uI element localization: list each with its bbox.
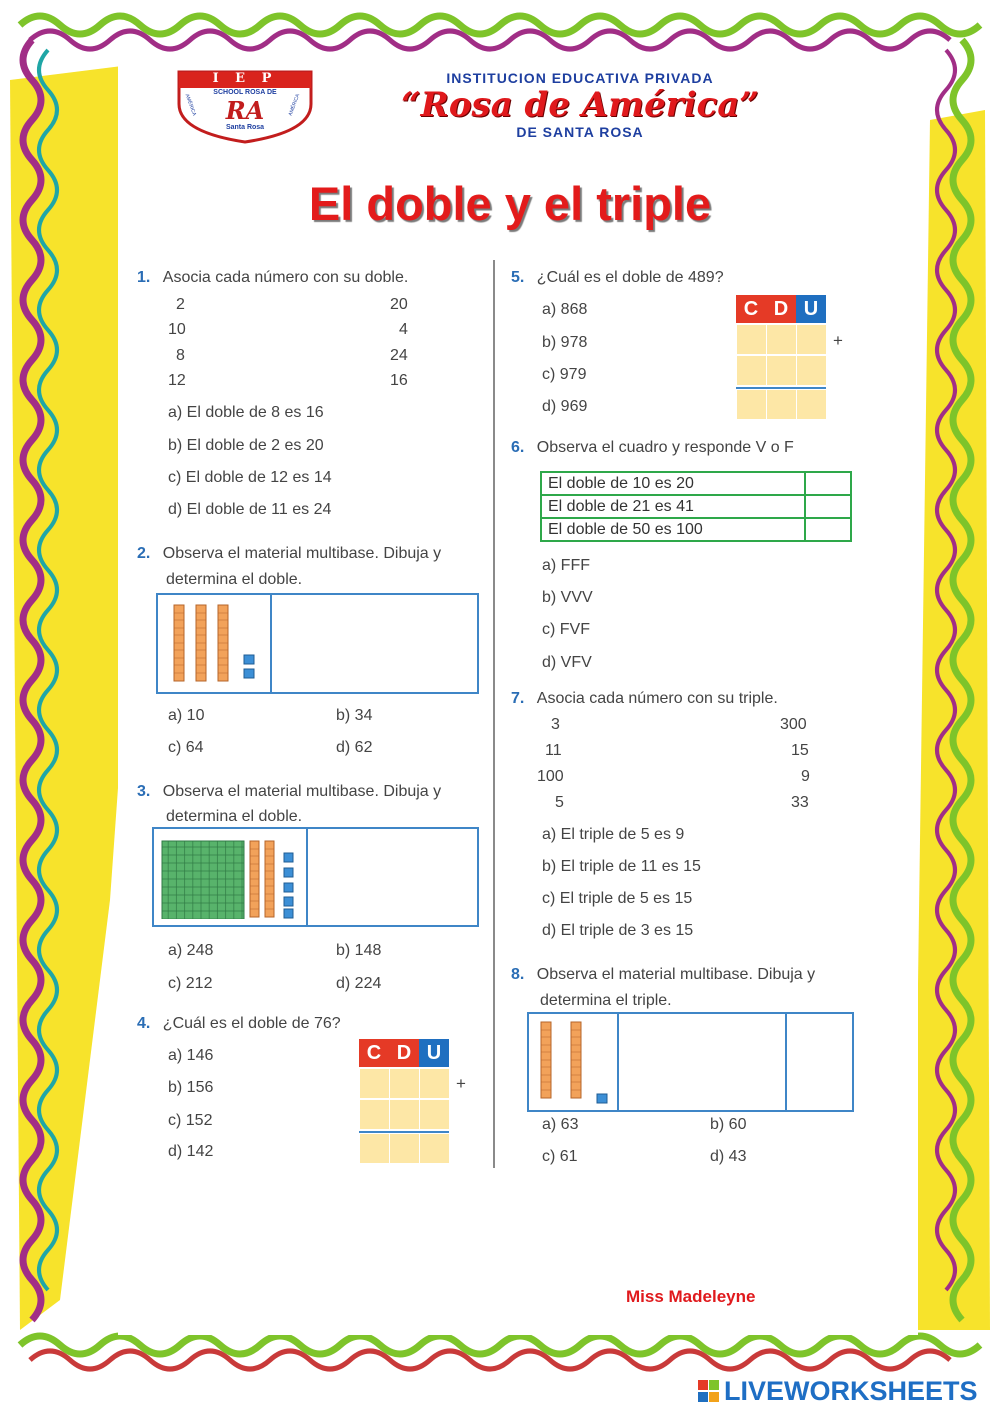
q1-left-number: 12 [168,372,186,389]
q2-option-b[interactable]: b) 34 [336,707,373,724]
cdu-u-header: U [796,295,826,323]
q7-prompt [511,690,778,708]
q5-text: ¿Cuál es el doble de 489? [536,269,724,286]
q3-text-line1: Observa el material multibase. Dibuja y [162,783,442,800]
cdu-cell[interactable] [389,1133,420,1164]
q7-right-number: 15 [791,742,809,759]
logo-ring-text: SCHOOL ROSA DE [213,89,277,96]
q7-option-b[interactable]: b) El triple de 11 es 15 [542,858,701,875]
logo-mark: RA [225,96,265,125]
q3-option-a[interactable]: a) 248 [168,942,214,959]
q4-cdu-table [359,1039,451,1165]
q5-option-d[interactable]: d) 969 [542,398,588,415]
teacher-signature: Miss Madeleyne [626,1287,756,1306]
q5-prompt [511,269,724,287]
q5-option-b[interactable]: b) 978 [542,334,588,351]
q8-text-line1: Observa el material multibase. Dibuja y [536,966,816,983]
cdu-cell[interactable] [359,1099,390,1130]
q4-plus-sign: + [456,1074,466,1093]
q1-option-a[interactable]: a) El doble de 8 es 16 [168,404,324,421]
q3-divider [306,829,308,925]
q6-statement: El doble de 10 es 20 [541,472,805,495]
cdu-cell[interactable] [766,389,797,420]
q2-number: 2. [137,545,151,562]
q2-prompt [137,541,441,593]
q6-answer-cell[interactable] [805,518,851,541]
q2-divider [270,595,272,692]
q7-text: Asocia cada número con su triple. [536,690,778,707]
q5-plus-sign: + [833,331,843,350]
q2-text-line2: determina el doble. [166,571,303,588]
q3-draw-area[interactable] [310,829,477,925]
cdu-cell[interactable] [796,324,827,355]
q1-right-number: 4 [399,321,408,338]
q7-right-number: 300 [780,716,807,733]
q2-draw-area[interactable] [274,595,477,692]
cdu-cell[interactable] [736,389,767,420]
page-title: El doble y el triple [308,177,712,230]
q1-left-number: 2 [176,296,185,313]
q6-prompt [511,439,794,457]
q7-right-number: 33 [791,794,809,811]
table-row [541,495,851,518]
logo-top-text: I E P [212,71,278,86]
q2-option-c[interactable]: c) 64 [168,739,204,756]
q7-number: 7. [511,690,525,707]
logo-side-left: AMÉRICA [183,93,198,117]
q8-option-c[interactable]: c) 61 [542,1148,578,1165]
q5-option-a[interactable]: a) 868 [542,301,588,318]
q6-option-b[interactable]: b) VVV [542,589,593,606]
q1-option-d[interactable]: d) El doble de 11 es 24 [168,501,332,518]
q5-option-c[interactable]: c) 979 [542,366,587,383]
cdu-d-header: D [389,1039,419,1067]
q3-number: 3. [137,783,151,800]
cdu-cell[interactable] [389,1099,420,1130]
q6-answer-cell[interactable] [805,472,851,495]
q3-text-line2: determina el doble. [166,808,303,825]
hundred-flat-icon [160,839,300,919]
q4-option-d[interactable]: d) 142 [168,1143,214,1160]
q8-option-b[interactable]: b) 60 [710,1116,747,1133]
cdu-cell[interactable] [389,1068,420,1099]
q2-text-line1: Observa el material multibase. Dibuja y [162,545,442,562]
cdu-c-header: C [736,295,766,323]
q7-option-d[interactable]: d) El triple de 3 es 15 [542,922,694,939]
cdu-cell[interactable] [736,324,767,355]
q7-left-number: 100 [537,768,564,785]
institution-line: INSTITUCION EDUCATIVA PRIVADA [446,70,714,86]
q2-option-d[interactable]: d) 62 [336,739,373,756]
q7-left-number: 5 [555,794,564,811]
q1-text: Asocia cada número con su doble. [162,269,409,286]
q3-multibase-box [152,827,479,927]
cdu-cell[interactable] [419,1133,450,1164]
cdu-cell[interactable] [796,355,827,386]
q1-number: 1. [137,269,151,286]
q1-option-b[interactable]: b) El doble de 2 es 20 [168,437,324,454]
cdu-cell[interactable] [419,1068,450,1099]
cdu-u-header: U [419,1039,449,1067]
cdu-d-header: D [766,295,796,323]
q5-number: 5. [511,269,525,286]
table-row [541,518,851,541]
q4-option-c[interactable]: c) 152 [168,1112,213,1129]
q1-right-number: 16 [390,372,408,389]
q8-text-line2: determina el triple. [540,992,672,1009]
q3-option-c[interactable]: c) 212 [168,975,213,992]
q6-answer-cell[interactable] [805,495,851,518]
table-row [541,472,851,495]
cdu-cell[interactable] [359,1133,390,1164]
q1-left-number: 8 [176,347,185,364]
q2-option-a[interactable]: a) 10 [168,707,205,724]
q6-statement: El doble de 50 es 100 [541,518,805,541]
cdu-cell[interactable] [419,1099,450,1130]
q6-true-false-table [540,471,852,542]
q4-prompt [137,1015,341,1033]
q7-left-number: 11 [545,742,562,759]
q4-number: 4. [137,1015,151,1032]
q6-statement: El doble de 21 es 41 [541,495,805,518]
school-logo [175,70,315,144]
cdu-c-header: C [359,1039,389,1067]
column-divider [493,260,495,1168]
q3-prompt [137,779,441,829]
q8-draw-area[interactable] [621,1014,783,1110]
ten-rods-icon [172,603,262,685]
q4-text: ¿Cuál es el doble de 76? [162,1015,341,1032]
liveworksheets-logo-icon [698,1380,720,1404]
q6-option-a[interactable]: a) FFF [542,557,590,574]
q7-right-number: 9 [801,768,810,785]
liveworksheets-watermark: LIVEWORKSHEETS [724,1376,978,1406]
q7-option-c[interactable]: c) El triple de 5 es 15 [542,890,693,907]
q8-number: 8. [511,966,525,983]
q5-cdu-table [736,295,828,421]
q7-left-number: 3 [551,716,560,733]
q8-multibase-box [527,1012,854,1112]
q6-option-c[interactable]: c) FVF [542,621,590,638]
q8-option-d[interactable]: d) 43 [710,1148,747,1165]
q6-text: Observa el cuadro y responde V o F [536,439,794,456]
wave-bottom-green [20,1336,980,1354]
q8-prompt [511,962,815,1014]
logo-bottom-text: Santa Rosa [225,124,265,131]
q2-multibase-box [156,593,479,694]
q3-option-d[interactable]: d) 224 [336,975,382,992]
q7-option-a[interactable]: a) El triple de 5 es 9 [542,826,685,843]
school-place: DE SANTA ROSA [516,124,644,140]
q3-option-b[interactable]: b) 148 [336,942,382,959]
q1-option-c[interactable]: c) El doble de 12 es 14 [168,469,332,486]
q8-draw-area[interactable] [789,1014,852,1110]
logo-side-right: AMÉRICA [287,93,302,117]
cdu-cell[interactable] [766,355,797,386]
q6-number: 6. [511,439,525,456]
q1-right-number: 24 [390,347,408,364]
q8-divider-2 [785,1014,787,1110]
q6-option-d[interactable]: d) VFV [542,654,592,671]
q1-right-number: 20 [390,296,408,313]
cdu-cell[interactable] [796,389,827,420]
q1-left-number: 10 [168,321,186,338]
ten-rods-icon [539,1020,615,1108]
wave-top-green [20,16,980,34]
cdu-cell[interactable] [359,1068,390,1099]
school-name: “Rosa de América” [401,85,759,125]
q8-divider-1 [617,1014,619,1110]
cdu-cell[interactable] [766,324,797,355]
q4-option-a[interactable]: a) 146 [168,1047,214,1064]
q1-prompt [137,269,408,287]
q8-option-a[interactable]: a) 63 [542,1116,579,1133]
cdu-cell[interactable] [736,355,767,386]
q4-option-b[interactable]: b) 156 [168,1079,214,1096]
school-header [330,70,830,140]
